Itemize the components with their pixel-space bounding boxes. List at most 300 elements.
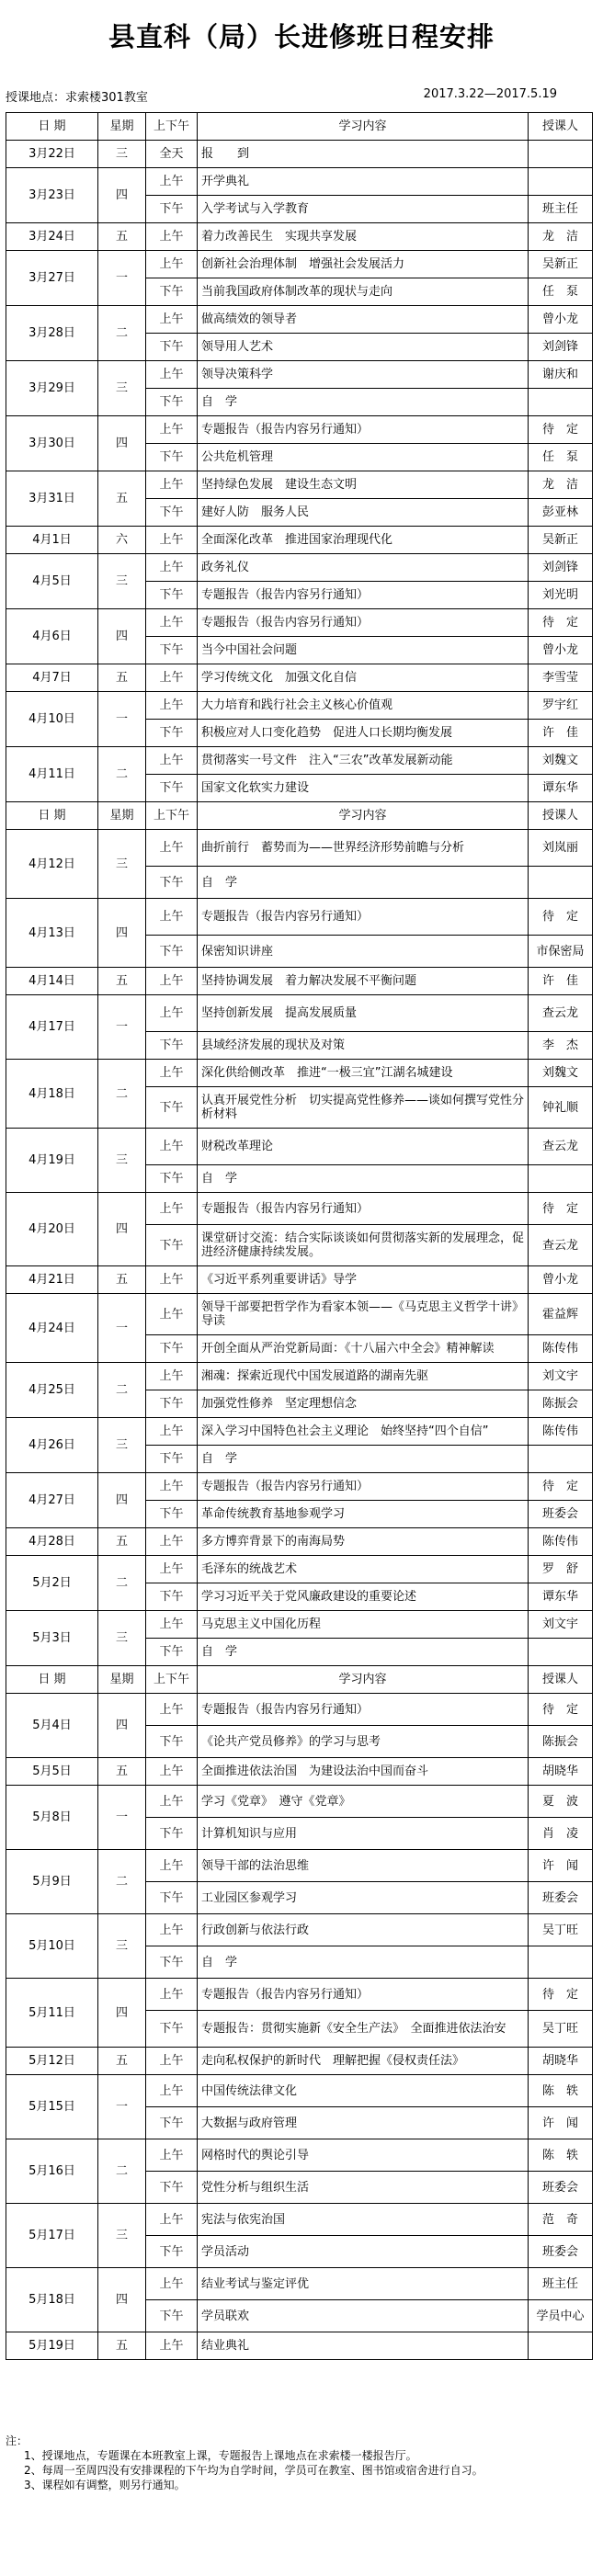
content-cell: 专题报告（报告内容另行通知） (198, 899, 529, 936)
date-cell: 5月18日 (6, 2268, 98, 2332)
table-row (6, 2139, 593, 2172)
content-cell: 自 学 (198, 1946, 529, 1979)
weekday-cell: 五 (98, 223, 146, 251)
table-row (6, 1979, 593, 2011)
notes (6, 2434, 594, 2492)
table-header-cell: 学习内容 (198, 113, 529, 141)
period-cell: 下午 (146, 1032, 198, 1060)
teacher-cell (529, 168, 593, 196)
table-row (6, 1556, 593, 1583)
date-cell: 5月11日 (6, 1979, 98, 2048)
period-cell: 上午 (146, 692, 198, 720)
content-cell: 学习习近平关于党风廉政建设的重要论述 (198, 1583, 529, 1611)
teacher-cell: 刘文宇 (529, 1611, 593, 1639)
content-cell: 县域经济发展的现状及对策 (198, 1032, 529, 1060)
period-cell: 下午 (146, 2300, 198, 2332)
table-row (6, 2268, 593, 2300)
table-row (6, 899, 593, 936)
period-cell: 下午 (146, 2011, 198, 2048)
table-header-cell: 日 期 (6, 1666, 98, 1694)
weekday-cell: 五 (98, 2332, 146, 2360)
teacher-cell: 陈振会 (529, 1726, 593, 1758)
teacher-cell: 夏 波 (529, 1786, 593, 1818)
content-cell: 积极应对人口变化趋势 促进人口长期均衡发展 (198, 720, 529, 747)
teacher-cell: 霍益辉 (529, 1294, 593, 1335)
table-row (6, 664, 593, 692)
teacher-cell: 查云龙 (529, 1225, 593, 1266)
teacher-cell (529, 141, 593, 168)
period-cell: 全天 (146, 141, 198, 168)
teacher-cell: 班委会 (529, 2236, 593, 2268)
table-row (6, 168, 593, 196)
date-cell: 4月13日 (6, 899, 98, 968)
content-cell: 专题报告（报告内容另行通知） (198, 582, 529, 609)
period-cell: 下午 (146, 278, 198, 306)
content-cell: 贯彻落实一号文件 注入“三农”改革发展新动能 (198, 747, 529, 775)
table-header-cell: 授课人 (529, 802, 593, 830)
teacher-cell: 任 泵 (529, 278, 593, 306)
content-cell: 政务礼仪 (198, 554, 529, 582)
teacher-cell (529, 1946, 593, 1979)
weekday-cell: 四 (98, 1979, 146, 2048)
teacher-cell: 罗宇红 (529, 692, 593, 720)
content-cell: 创新社会治理体制 增强社会发展活力 (198, 251, 529, 278)
table-row (6, 361, 593, 389)
content-cell: 坚持协调发展 着力解决发展不平衡问题 (198, 968, 529, 995)
teacher-cell: 陈传伟 (529, 1335, 593, 1363)
table-row (6, 968, 593, 995)
date-cell: 5月15日 (6, 2075, 98, 2139)
table-row (6, 554, 593, 582)
teacher-cell: 陈振会 (529, 1390, 593, 1418)
weekday-cell: 一 (98, 1294, 146, 1363)
table-header-cell: 学习内容 (198, 1666, 529, 1694)
content-cell: 认真开展党性分析 切实提高党性修养——谈如何撰写党性分析材料 (198, 1087, 529, 1129)
period-cell: 上午 (146, 2268, 198, 2300)
teacher-cell: 许 闻 (529, 1850, 593, 1882)
table-row (6, 416, 593, 444)
teacher-cell: 胡晓华 (529, 1758, 593, 1786)
table-row (6, 2075, 593, 2107)
period-cell: 下午 (146, 1501, 198, 1528)
period-cell: 下午 (146, 1946, 198, 1979)
content-cell: 中国传统法律文化 (198, 2075, 529, 2107)
table-header-cell: 日 期 (6, 113, 98, 141)
table-row (6, 1528, 593, 1556)
table-header-cell: 上下午 (146, 113, 198, 141)
table-row (6, 471, 593, 499)
teacher-cell: 刘剑锋 (529, 334, 593, 361)
period-cell: 上午 (146, 1694, 198, 1726)
teacher-cell: 待 定 (529, 1473, 593, 1501)
weekday-cell: 五 (98, 2048, 146, 2075)
content-cell: 自 学 (198, 1446, 529, 1473)
table-row (6, 1611, 593, 1639)
weekday-cell: 三 (98, 141, 146, 168)
period-cell: 上午 (146, 471, 198, 499)
date-cell: 3月31日 (6, 471, 98, 527)
content-cell: 财税改革理论 (198, 1129, 529, 1165)
table-row (6, 2204, 593, 2236)
weekday-cell: 四 (98, 416, 146, 471)
date-cell: 4月5日 (6, 554, 98, 609)
content-cell: 国家文化软实力建设 (198, 775, 529, 802)
period-cell: 上午 (146, 306, 198, 334)
content-cell: 大力培育和践行社会主义核心价值观 (198, 692, 529, 720)
weekday-cell: 五 (98, 1758, 146, 1786)
teacher-cell (529, 389, 593, 416)
teacher-cell: 许 佳 (529, 720, 593, 747)
content-cell: 计算机知识与应用 (198, 1818, 529, 1850)
period-cell: 上午 (146, 609, 198, 637)
teacher-cell: 班主任 (529, 196, 593, 223)
period-cell: 上午 (146, 1528, 198, 1556)
period-cell: 上午 (146, 2332, 198, 2360)
page-title: 县直科（局）长进修班日程安排 (108, 21, 495, 52)
date-cell: 3月29日 (6, 361, 98, 416)
teacher-cell: 待 定 (529, 609, 593, 637)
date-cell: 5月12日 (6, 2048, 98, 2075)
content-cell: 学习传统文化 加强文化自信 (198, 664, 529, 692)
period-cell: 上午 (146, 1129, 198, 1165)
content-cell: 学员联欢 (198, 2300, 529, 2332)
weekday-cell: 二 (98, 1850, 146, 1914)
teacher-cell: 许 闻 (529, 2107, 593, 2139)
teacher-cell (529, 1165, 593, 1193)
weekday-cell: 四 (98, 2268, 146, 2332)
content-cell: 湘魂：探索近现代中国发展道路的湖南先驱 (198, 1363, 529, 1390)
teacher-cell: 曾小龙 (529, 637, 593, 664)
date-cell: 5月2日 (6, 1556, 98, 1611)
content-cell: 多方博弈背景下的南海局势 (198, 1528, 529, 1556)
content-cell: 毛泽东的统战艺术 (198, 1556, 529, 1583)
period-cell: 上午 (146, 1193, 198, 1225)
period-cell: 上午 (146, 995, 198, 1032)
table-header-cell: 星期 (98, 113, 146, 141)
teacher-cell: 吴丁旺 (529, 1914, 593, 1946)
teacher-cell: 谭东华 (529, 775, 593, 802)
teacher-cell: 班主任 (529, 2268, 593, 2300)
period-text: 2017.3.22—2017.5.19 (423, 87, 557, 101)
content-cell: 专题报告：贯彻实施新《安全生产法》 全面推进依法治安 (198, 2011, 529, 2048)
period-cell: 上午 (146, 2048, 198, 2075)
period-cell: 下午 (146, 867, 198, 899)
weekday-cell: 五 (98, 664, 146, 692)
content-cell: 结业典礼 (198, 2332, 529, 2360)
period-cell: 上午 (146, 1266, 198, 1294)
period-cell: 上午 (146, 1556, 198, 1583)
period-cell: 上午 (146, 1060, 198, 1087)
table-header-cell: 星期 (98, 802, 146, 830)
content-cell: 当前我国政府体制改革的现状与走向 (198, 278, 529, 306)
teacher-cell: 待 定 (529, 1979, 593, 2011)
period-cell: 上午 (146, 2075, 198, 2107)
period-cell: 上午 (146, 1850, 198, 1882)
content-cell: 学习《党章》 遵守《党章》 (198, 1786, 529, 1818)
teacher-cell: 待 定 (529, 1193, 593, 1225)
period-cell: 下午 (146, 1639, 198, 1666)
table-header-cell: 授课人 (529, 113, 593, 141)
table-row (6, 306, 593, 334)
content-cell: 专题报告（报告内容另行通知） (198, 1979, 529, 2011)
teacher-cell: 陈 轶 (529, 2139, 593, 2172)
weekday-cell: 四 (98, 1694, 146, 1758)
weekday-cell: 四 (98, 168, 146, 223)
table-row (6, 609, 593, 637)
table-row (6, 1914, 593, 1946)
teacher-cell: 胡晓华 (529, 2048, 593, 2075)
date-cell: 4月14日 (6, 968, 98, 995)
table-row (6, 1850, 593, 1882)
date-cell: 4月24日 (6, 1294, 98, 1363)
period-cell: 上午 (146, 664, 198, 692)
weekday-cell: 三 (98, 554, 146, 609)
table-header-cell: 星期 (98, 1666, 146, 1694)
weekday-cell: 六 (98, 527, 146, 554)
weekday-cell: 二 (98, 306, 146, 361)
teacher-cell: 学员中心 (529, 2300, 593, 2332)
content-cell: 党性分析与组织生活 (198, 2172, 529, 2204)
weekday-cell: 一 (98, 251, 146, 306)
note-item: 1、授课地点，专题课在本班教室上课，专题报告上课地点在求索楼一楼报告厅。 (24, 2449, 417, 2462)
date-cell: 4月12日 (6, 830, 98, 899)
weekday-cell: 二 (98, 2139, 146, 2204)
teacher-cell: 罗 舒 (529, 1556, 593, 1583)
content-cell: 开学典礼 (198, 168, 529, 196)
content-cell: 自 学 (198, 1165, 529, 1193)
teacher-cell: 查云龙 (529, 1129, 593, 1165)
teacher-cell: 任 泵 (529, 444, 593, 471)
date-cell: 4月11日 (6, 747, 98, 802)
period-cell: 上午 (146, 2139, 198, 2172)
teacher-cell: 刘岚丽 (529, 830, 593, 867)
table-row (6, 1060, 593, 1087)
teacher-cell: 陈传伟 (529, 1528, 593, 1556)
content-cell: 领导干部的法治思维 (198, 1850, 529, 1882)
table-row (6, 1758, 593, 1786)
table-row (6, 527, 593, 554)
table-header-row (6, 113, 593, 141)
period-cell: 下午 (146, 637, 198, 664)
teacher-cell: 查云龙 (529, 995, 593, 1032)
period-cell: 下午 (146, 582, 198, 609)
period-cell: 下午 (146, 389, 198, 416)
period-cell: 上午 (146, 1758, 198, 1786)
teacher-cell: 彭亚林 (529, 499, 593, 527)
table-header-cell: 日 期 (6, 802, 98, 830)
teacher-cell: 刘文宇 (529, 1363, 593, 1390)
content-cell: 马克思主义中国化历程 (198, 1611, 529, 1639)
content-cell: 专题报告（报告内容另行通知） (198, 1694, 529, 1726)
content-cell: 建好人防 服务人民 (198, 499, 529, 527)
content-cell: 领导用人艺术 (198, 334, 529, 361)
table-row (6, 251, 593, 278)
content-cell: 结业考试与鉴定评优 (198, 2268, 529, 2300)
teacher-cell: 李 杰 (529, 1032, 593, 1060)
date-cell: 3月23日 (6, 168, 98, 223)
period-cell: 下午 (146, 334, 198, 361)
content-cell: 做高绩效的领导者 (198, 306, 529, 334)
teacher-cell: 谭东华 (529, 1583, 593, 1611)
date-cell: 4月6日 (6, 609, 98, 664)
period-cell: 上午 (146, 361, 198, 389)
date-cell: 4月17日 (6, 995, 98, 1060)
table-header-cell: 学习内容 (198, 802, 529, 830)
weekday-cell: 三 (98, 361, 146, 416)
table-row (6, 1193, 593, 1225)
table-row (6, 223, 593, 251)
period-cell: 上午 (146, 168, 198, 196)
table-row (6, 1129, 593, 1165)
period-cell: 上午 (146, 416, 198, 444)
teacher-cell: 龙 洁 (529, 471, 593, 499)
table-row (6, 1786, 593, 1818)
period-cell: 下午 (146, 775, 198, 802)
content-cell: 领导决策科学 (198, 361, 529, 389)
period-cell: 上午 (146, 899, 198, 936)
date-cell: 3月27日 (6, 251, 98, 306)
teacher-cell (529, 1446, 593, 1473)
table-row (6, 1363, 593, 1390)
period-cell: 下午 (146, 499, 198, 527)
table-row (6, 995, 593, 1032)
teacher-cell: 龙 洁 (529, 223, 593, 251)
table-header-cell: 上下午 (146, 1666, 198, 1694)
table-row (6, 1266, 593, 1294)
period-cell: 上午 (146, 1294, 198, 1335)
period-cell: 下午 (146, 1446, 198, 1473)
note-item: 3、课程如有调整，则另行通知。 (24, 2479, 186, 2491)
date-cell: 4月27日 (6, 1473, 98, 1528)
weekday-cell: 三 (98, 1914, 146, 1979)
date-cell: 4月26日 (6, 1418, 98, 1473)
teacher-cell: 班委会 (529, 1501, 593, 1528)
teacher-cell: 范 奇 (529, 2204, 593, 2236)
teacher-cell: 刘光明 (529, 582, 593, 609)
date-cell: 5月17日 (6, 2204, 98, 2268)
date-cell: 5月16日 (6, 2139, 98, 2204)
content-cell: 深化供给侧改革 推进“一极三宜”江湖名城建设 (198, 1060, 529, 1087)
schedule-body (6, 113, 593, 2360)
content-cell: 网格时代的舆论引导 (198, 2139, 529, 2172)
period-cell: 下午 (146, 720, 198, 747)
period-cell: 下午 (146, 1818, 198, 1850)
table-row (6, 1473, 593, 1501)
date-cell: 3月24日 (6, 223, 98, 251)
date-cell: 5月19日 (6, 2332, 98, 2360)
teacher-cell: 刘魏文 (529, 747, 593, 775)
schedule-table (6, 112, 593, 2360)
table-header-row (6, 802, 593, 830)
notes-label: 注： (6, 2434, 28, 2447)
content-cell: 专题报告（报告内容另行通知） (198, 416, 529, 444)
weekday-cell: 三 (98, 1418, 146, 1473)
date-cell: 4月25日 (6, 1363, 98, 1418)
note-item: 2、每周一至周四没有安排课程的下午均为自学时间，学员可在教室、图书馆或宿舍进行自习。 (24, 2464, 484, 2477)
content-cell: 公共危机管理 (198, 444, 529, 471)
period-cell: 下午 (146, 1882, 198, 1914)
table-row (6, 2048, 593, 2075)
weekday-cell: 四 (98, 1473, 146, 1528)
content-cell: 入学考试与入学教育 (198, 196, 529, 223)
weekday-cell: 三 (98, 1611, 146, 1666)
teacher-cell: 肖 凌 (529, 1818, 593, 1850)
weekday-cell: 二 (98, 1060, 146, 1129)
period-cell: 上午 (146, 747, 198, 775)
content-cell: 当今中国社会问题 (198, 637, 529, 664)
teacher-cell: 待 定 (529, 416, 593, 444)
content-cell: 着力改善民生 实现共享发展 (198, 223, 529, 251)
period-cell: 下午 (146, 196, 198, 223)
date-cell: 5月8日 (6, 1786, 98, 1850)
teacher-cell: 许 佳 (529, 968, 593, 995)
content-cell: 全面推进依法治国 为建设法治中国而奋斗 (198, 1758, 529, 1786)
date-cell: 5月5日 (6, 1758, 98, 1786)
date-cell: 4月10日 (6, 692, 98, 747)
teacher-cell: 陈 轶 (529, 2075, 593, 2107)
content-cell: 《论共产党员修养》的学习与思考 (198, 1726, 529, 1758)
date-cell: 3月28日 (6, 306, 98, 361)
content-cell: 工业园区参观学习 (198, 1882, 529, 1914)
date-cell: 4月20日 (6, 1193, 98, 1266)
location-text: 授课地点：求索楼301教室 (6, 91, 148, 105)
period-cell: 上午 (146, 1979, 198, 2011)
content-cell: 专题报告（报告内容另行通知） (198, 609, 529, 637)
date-cell: 3月30日 (6, 416, 98, 471)
weekday-cell: 一 (98, 692, 146, 747)
table-header-row (6, 1666, 593, 1694)
period-cell: 上午 (146, 527, 198, 554)
weekday-cell: 一 (98, 2075, 146, 2139)
teacher-cell: 吴新正 (529, 251, 593, 278)
weekday-cell: 二 (98, 1363, 146, 1418)
content-cell: 课堂研讨交流：结合实际谈谈如何贯彻落实新的发展理念，促进经济健康持续发展。 (198, 1225, 529, 1266)
table-header-cell: 上下午 (146, 802, 198, 830)
content-cell: 《习近平系列重要讲话》导学 (198, 1266, 529, 1294)
date-cell: 5月4日 (6, 1694, 98, 1758)
content-cell: 全面深化改革 推进国家治理现代化 (198, 527, 529, 554)
teacher-cell: 陈传伟 (529, 1418, 593, 1446)
weekday-cell: 五 (98, 471, 146, 527)
table-row (6, 141, 593, 168)
teacher-cell: 吴丁旺 (529, 2011, 593, 2048)
weekday-cell: 四 (98, 899, 146, 968)
content-cell: 报 到 (198, 141, 529, 168)
teacher-cell (529, 867, 593, 899)
teacher-cell: 曾小龙 (529, 306, 593, 334)
content-cell: 学员活动 (198, 2236, 529, 2268)
date-cell: 3月22日 (6, 141, 98, 168)
teacher-cell: 刘魏文 (529, 1060, 593, 1087)
weekday-cell: 四 (98, 1193, 146, 1266)
period-cell: 下午 (146, 1390, 198, 1418)
content-cell: 加强党性修养 坚定理想信念 (198, 1390, 529, 1418)
period-cell: 下午 (146, 444, 198, 471)
period-cell: 下午 (146, 1726, 198, 1758)
period-cell: 上午 (146, 2204, 198, 2236)
content-cell: 宪法与依宪治国 (198, 2204, 529, 2236)
table-row (6, 830, 593, 867)
period-cell: 下午 (146, 2172, 198, 2204)
period-cell: 上午 (146, 1363, 198, 1390)
weekday-cell: 一 (98, 995, 146, 1060)
period-cell: 上午 (146, 968, 198, 995)
period-cell: 下午 (146, 1087, 198, 1129)
weekday-cell: 五 (98, 1528, 146, 1556)
weekday-cell: 一 (98, 1786, 146, 1850)
period-cell: 下午 (146, 2236, 198, 2268)
period-cell: 上午 (146, 1418, 198, 1446)
